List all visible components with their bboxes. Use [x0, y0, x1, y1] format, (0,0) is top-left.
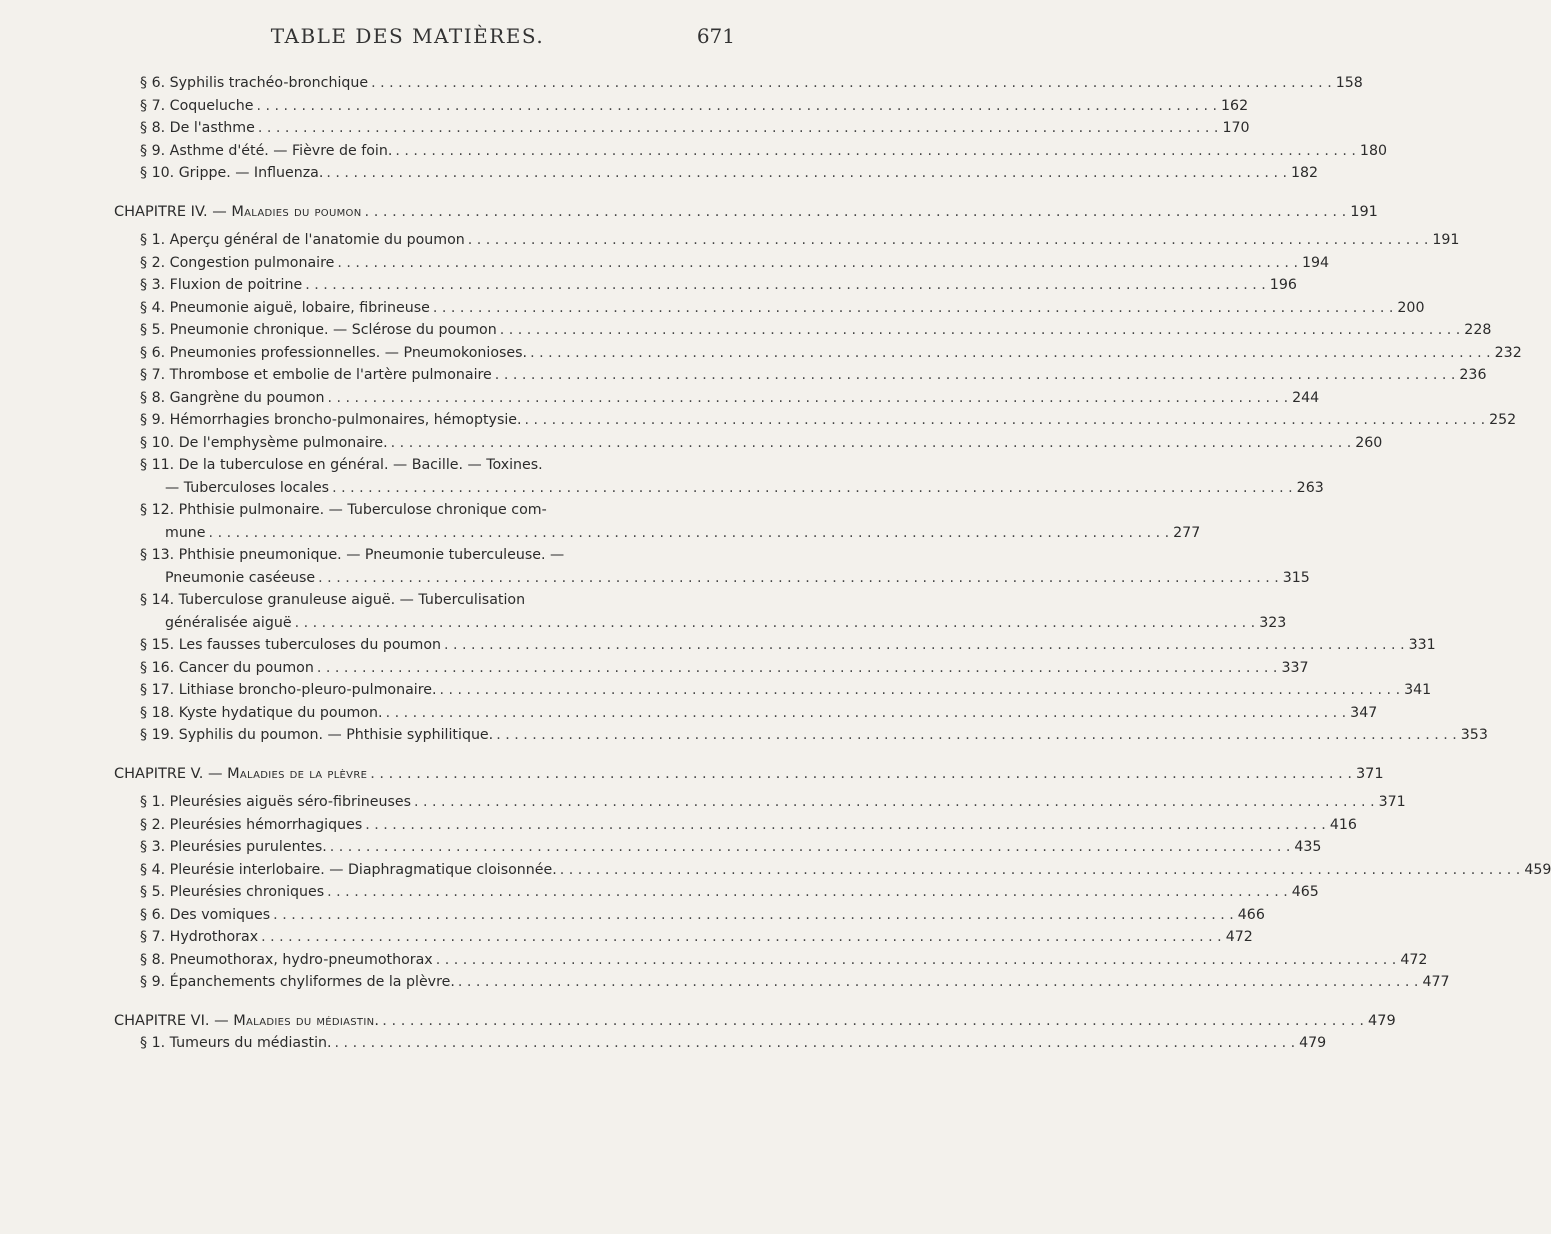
toc-entry[interactable]: § 19. Syphilis du poumon. — Phthisie syphilitique. . . . 353: [140, 724, 736, 747]
toc-entry[interactable]: § 8. De l'asthme . . . 170: [140, 117, 736, 140]
toc-entry[interactable]: généralisée aiguë . . . 323: [140, 612, 736, 635]
table-of-contents: [114, 72, 1551, 1055]
toc-entry[interactable]: § 3. Pleurésies purulentes. . . . 435: [140, 836, 736, 859]
toc-entry[interactable]: § 6. Des vomiques . . . 466: [140, 904, 736, 927]
toc-entry[interactable]: § 1. Tumeurs du médiastin. . . . 479: [140, 1032, 736, 1055]
toc-entry[interactable]: § 7. Coqueluche . . . 162: [140, 95, 736, 118]
toc-entry[interactable]: § 4. Pneumonie aiguë, lobaire, fibrineuse . . . 200: [140, 297, 736, 320]
toc-entry[interactable]: § 16. Cancer du poumon . . . 337: [140, 657, 736, 680]
toc-entry[interactable]: § 2. Pleurésies hémorrhagiques . . . 416: [140, 814, 736, 837]
toc-entry[interactable]: § 17. Lithiase broncho-pleuro-pulmonaire. . . . 341: [140, 679, 736, 702]
toc-entry[interactable]: § 7. Thrombose et embolie de l'artère pulmonaire . . . 236: [140, 364, 736, 387]
toc-entry[interactable]: § 8. Gangrène du poumon . . . 244: [140, 387, 736, 410]
chapter-heading-5[interactable]: CHAPITRE V. — Maladies de la plèvre . . . 371: [114, 763, 736, 786]
toc-entry[interactable]: § 15. Les fausses tuberculoses du poumon . . . 331: [140, 634, 736, 657]
toc-entry[interactable]: § 7. Hydrothorax . . . 472: [140, 926, 736, 949]
toc-entry-line[interactable]: § 14. Tuberculose granuleuse aiguë. — Tuberculisation: [140, 592, 526, 608]
toc-entry[interactable]: § 8. Pneumothorax, hydro-pneumothorax . . . 472: [140, 949, 736, 972]
toc-entry[interactable]: § 1. Pleurésies aiguës séro-fibrineuses . . . 371: [140, 791, 736, 814]
toc-entry[interactable]: § 9. Asthme d'été. — Fièvre de foin. . . . 180: [140, 140, 736, 163]
toc-entry[interactable]: § 5. Pneumonie chronique. — Sclérose du poumon . . . 228: [140, 319, 736, 342]
toc-entry[interactable]: § 6. Syphilis trachéo-bronchique . . . 158: [140, 72, 736, 95]
running-title: TABLE DES MATIÈRES.: [270, 24, 545, 48]
toc-entry[interactable]: § 4. Pleurésie interlobaire. — Diaphragmatique cloisonnée. . . . 459: [140, 859, 736, 882]
toc-entry-line[interactable]: § 11. De la tuberculose en général. — Bacille. — Toxines.: [140, 457, 543, 473]
toc-entry[interactable]: § 1. Aperçu général de l'anatomie du poumon . . . 191: [140, 229, 736, 252]
toc-entry[interactable]: § 10. De l'emphysème pulmonaire. . . . 260: [140, 432, 736, 455]
toc-entry[interactable]: § 6. Pneumonies professionnelles. — Pneumokonioses. . . . 232: [140, 342, 736, 365]
toc-entry[interactable]: § 3. Fluxion de poitrine . . . 196: [140, 274, 736, 297]
toc-entry[interactable]: mune . . . 277: [140, 522, 736, 545]
chapter-heading-6[interactable]: CHAPITRE VI. — Maladies du médiastin. . . . 479: [114, 1010, 736, 1033]
page-number: 671: [696, 24, 735, 48]
toc-entry[interactable]: § 18. Kyste hydatique du poumon. . . . 347: [140, 702, 736, 725]
toc-entry[interactable]: § 2. Congestion pulmonaire . . . 194: [140, 252, 736, 275]
toc-entry[interactable]: Pneumonie caséeuse . . . 315: [140, 567, 736, 590]
toc-entry-line[interactable]: § 13. Phthisie pneumonique. — Pneumonie tuberculeuse. —: [140, 547, 565, 563]
toc-entry[interactable]: § 9. Hémorrhagies broncho-pulmonaires, hémoptysie. . . . 252: [140, 409, 736, 432]
toc-entry[interactable]: § 9. Épanchements chyliformes de la plèvre. . . . 477: [140, 971, 736, 994]
toc-entry[interactable]: § 10. Grippe. — Influenza. . . . 182: [140, 162, 736, 185]
toc-entry[interactable]: § 5. Pleurésies chroniques . . . 465: [140, 881, 736, 904]
toc-entry-line[interactable]: § 12. Phthisie pulmonaire. — Tuberculose chronique com-: [140, 502, 547, 518]
toc-entry[interactable]: — Tuberculoses locales . . . 263: [140, 477, 736, 500]
page-header: [80, 24, 735, 58]
chapter-heading-4[interactable]: CHAPITRE IV. — Maladies du poumon . . . 191: [114, 201, 736, 224]
